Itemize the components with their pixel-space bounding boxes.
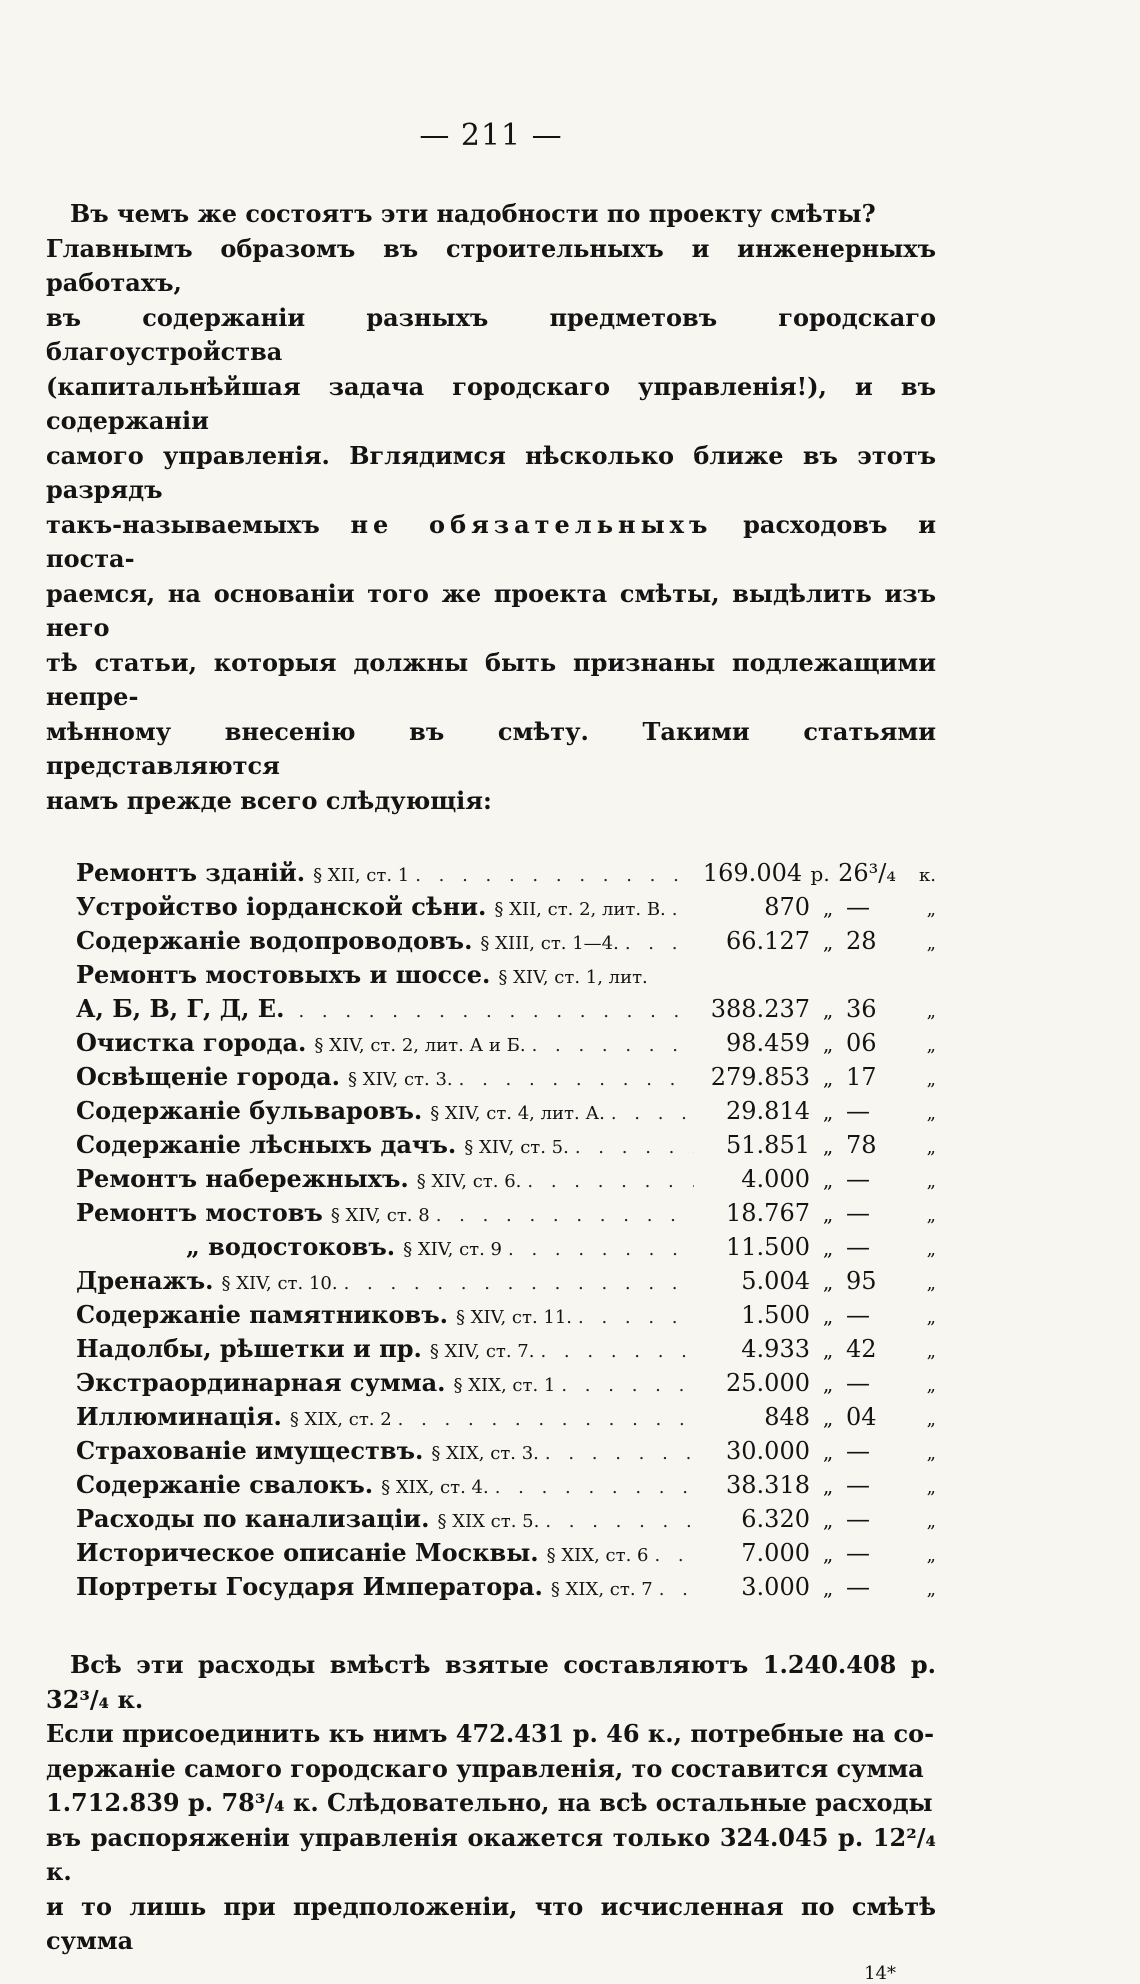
text-line: Главнымъ образомъ въ строительныхъ и инженерныхъ работахъ, — [46, 233, 936, 297]
ledger-item-label: Страхованіе имуществъ. — [76, 1436, 424, 1465]
ledger-amount-kopecks: 26³/₄ — [838, 859, 896, 887]
text-line: тѣ статьи, которыя должны быть признаны подлежащими непре- — [46, 647, 936, 711]
ledger-row — [76, 1470, 936, 1504]
ledger-amount-rubles: 25.000 — [726, 1369, 810, 1397]
page-number: — 211 — — [419, 118, 563, 153]
ledger-currency-mark: „ — [822, 1406, 834, 1430]
text-line: раемся, на основаніи того же проекта смѣты, выдѣлить изъ него — [46, 578, 936, 642]
ledger-amount-rubles: 7.000 — [741, 1539, 810, 1567]
ledger-amount-kopecks: — — [846, 1165, 870, 1193]
ledger-amount-rubles: 18.767 — [726, 1199, 810, 1227]
ledger-currency-mark: „ — [822, 1440, 834, 1464]
ledger-currency-mark: „ — [822, 930, 834, 954]
ledger-row — [76, 994, 936, 1028]
ledger-amount-rubles: 388.237 — [710, 995, 810, 1023]
ledger-row — [76, 1436, 936, 1470]
ledger-amount-kopecks: 36 — [846, 995, 877, 1023]
dot-leader — [654, 1545, 694, 1566]
ledger-currency-mark: „ — [822, 1338, 834, 1362]
ledger-item-label: Иллюминація. — [76, 1402, 282, 1431]
dot-leader — [459, 1069, 694, 1090]
ledger-item-reference: § XIX, ст. 1 — [453, 1375, 556, 1396]
ledger-item-label: А, Б, В, Г, Д, Е. — [76, 994, 285, 1023]
ledger-amount-rubles: 3.000 — [741, 1573, 810, 1601]
ledger-row — [76, 1402, 936, 1436]
ledger-row — [76, 1300, 936, 1334]
ledger-item-reference: § XIV, ст. 4, лит. А. — [430, 1103, 605, 1124]
ledger-item-reference: § XIX, ст. 2 — [289, 1409, 392, 1430]
ledger-currency-mark: „ — [822, 1032, 834, 1056]
ledger-currency-mark: „ — [822, 896, 834, 920]
ledger-amount-rubles: 29.814 — [726, 1097, 810, 1125]
ledger-currency-mark: „ — [822, 1372, 834, 1396]
ledger-amount-rubles: 30.000 — [726, 1437, 810, 1465]
text-line: мѣнному внесенію въ смѣту. Такими статьями представляются — [46, 716, 936, 780]
dot-leader — [508, 1239, 694, 1260]
ledger-row — [76, 1232, 936, 1266]
text-line: въ распоряженіи управленія окажется только 324.045 р. 12²/₄ к. — [46, 1822, 936, 1886]
ledger-item-reference: § XIV, ст. 3. — [348, 1069, 453, 1090]
ledger-kopeck-mark: „ — [926, 1375, 936, 1396]
ledger-currency-mark: „ — [822, 1576, 834, 1600]
text-fragment: расходовъ и поста- — [46, 509, 936, 573]
dot-leader — [575, 1137, 694, 1158]
intro-paragraph — [46, 197, 936, 818]
ledger-item-reference: § XIII, ст. 1—4. — [480, 933, 619, 954]
dot-leader — [672, 899, 694, 920]
ledger-kopeck-mark: „ — [926, 1137, 936, 1158]
dot-leader — [495, 1477, 694, 1498]
ledger-item-reference: § XIV, ст. 11. — [455, 1307, 573, 1328]
ledger-item-reference: § XIX, ст. 7 — [550, 1579, 653, 1600]
ledger-kopeck-mark: „ — [926, 899, 936, 920]
ledger-row — [76, 926, 936, 960]
ledger-item-label: Содержаніе памятниковъ. — [76, 1300, 448, 1329]
text-line: намъ прежде всего слѣдующія: — [46, 785, 492, 815]
ledger-item-reference: § XII, ст. 2, лит. В. — [494, 899, 666, 920]
signature-mark: 14* — [864, 1962, 896, 1984]
text-line: и то лишь при предположеніи, что исчисленная по смѣтѣ сумма — [46, 1891, 936, 1955]
ledger-amount-rubles: 6.320 — [741, 1505, 810, 1533]
ledger-row — [76, 1266, 936, 1300]
ledger-amount-kopecks: — — [846, 1199, 870, 1227]
ledger-kopeck-mark: к. — [919, 865, 936, 886]
ledger-amount-kopecks: 95 — [846, 1267, 877, 1295]
ledger-currency-mark: р. — [810, 862, 830, 886]
ledger-kopeck-mark: „ — [926, 1579, 936, 1600]
ledger-row — [76, 1198, 936, 1232]
ledger-amount-rubles: 169.004 — [702, 859, 803, 887]
ledger-amount-kopecks: — — [846, 1233, 870, 1261]
ledger-kopeck-mark: „ — [926, 1001, 936, 1022]
ledger-amount-rubles: 848 — [764, 1403, 810, 1431]
ledger-currency-mark: „ — [822, 1474, 834, 1498]
dot-leader — [578, 1307, 694, 1328]
ledger-item-label: Ремонтъ набережныхъ. — [76, 1164, 409, 1193]
ledger-row — [76, 960, 936, 994]
ledger-row — [76, 1572, 936, 1606]
ledger-amount-kopecks: 42 — [846, 1335, 877, 1363]
ledger-item-reference: § XIV, ст. 7. — [429, 1341, 535, 1362]
text-line: Если присоединить къ нимъ 472.431 р. 46 к., потребные на со- — [46, 1719, 935, 1748]
ledger-amount-kopecks: 78 — [846, 1131, 877, 1159]
ledger-item-reference: § XIV, ст. 8 — [330, 1205, 430, 1226]
ledger-amount-rubles: 5.004 — [741, 1267, 810, 1295]
dot-leader — [540, 1341, 694, 1362]
ledger-kopeck-mark: „ — [926, 1341, 936, 1362]
ledger-item-label: Содержаніе бульваровъ. — [76, 1096, 423, 1125]
ledger-currency-mark: „ — [822, 1304, 834, 1328]
ledger-amount-rubles: 51.851 — [726, 1131, 810, 1159]
ledger-amount-kopecks: — — [846, 1301, 870, 1329]
dot-leader — [625, 933, 694, 954]
ledger-currency-mark: „ — [822, 998, 834, 1022]
ledger-kopeck-mark: „ — [926, 1511, 936, 1532]
dot-leader — [545, 1511, 694, 1532]
ledger-item-reference: § XIV, ст. 5. — [464, 1137, 569, 1158]
document-page — [46, 118, 936, 1984]
text-line: въ содержаніи разныхъ предметовъ городскаго благоустройства — [46, 302, 936, 366]
expense-ledger — [76, 858, 936, 1606]
ledger-item-label: Содержаніе лѣсныхъ дачъ. — [76, 1130, 457, 1159]
ledger-row — [76, 1504, 936, 1538]
ledger-currency-mark: „ — [822, 1100, 834, 1124]
ledger-amount-kopecks: — — [846, 893, 870, 921]
ledger-kopeck-mark: „ — [926, 1307, 936, 1328]
summary-paragraph — [46, 1648, 936, 1959]
ledger-item-label: Ремонтъ мостовъ — [76, 1198, 323, 1227]
ledger-currency-mark: „ — [822, 1542, 834, 1566]
ledger-amount-rubles: 279.853 — [710, 1063, 810, 1091]
ledger-amount-rubles: 98.459 — [726, 1029, 810, 1057]
ledger-amount-kopecks: — — [846, 1573, 870, 1601]
dot-leader — [527, 1171, 694, 1192]
ledger-amount-kopecks: 06 — [846, 1029, 877, 1057]
ledger-item-reference: § XIV, ст. 9 — [403, 1239, 503, 1260]
ledger-kopeck-mark: „ — [926, 1205, 936, 1226]
ledger-row — [76, 1130, 936, 1164]
ledger-amount-kopecks: — — [846, 1505, 870, 1533]
emphasized-phrase: не обязательныхъ — [350, 509, 713, 539]
text-line — [46, 508, 936, 577]
ledger-amount-kopecks: 28 — [846, 927, 877, 955]
ledger-row — [76, 1062, 936, 1096]
ledger-item-label: Ремонтъ зданій. — [76, 858, 306, 887]
ledger-item-label: Экстраординарная сумма. — [76, 1368, 446, 1397]
dot-leader — [545, 1443, 694, 1464]
text-line: самого управленія. Вглядимся нѣсколько ближе въ этотъ разрядъ — [46, 440, 936, 504]
ledger-currency-mark: „ — [822, 1168, 834, 1192]
ledger-item-reference: § XIV, ст. 6. — [416, 1171, 522, 1192]
ledger-item-reference: § XIV, ст. 1, лит. — [498, 967, 648, 988]
text-line: держаніе самого городскаго управленія, то составится сумма — [46, 1753, 924, 1783]
ledger-item-reference: § XIX, ст. 6 — [546, 1545, 649, 1566]
ledger-amount-rubles: 4.000 — [741, 1165, 810, 1193]
text-line: 1.712.839 р. 78³/₄ к. Слѣдовательно, на всѣ остальные расходы — [46, 1788, 933, 1817]
ledger-row — [76, 892, 936, 926]
text-line: Въ чемъ же состоятъ эти надобности по проекту смѣты? — [70, 199, 876, 228]
ledger-row — [76, 858, 936, 892]
ledger-currency-mark: „ — [822, 1270, 834, 1294]
text-line: (капитальнѣйшая задача городскаго управленія!), и въ содержаніи — [46, 371, 936, 435]
ledger-item-label: Содержаніе водопроводовъ. — [76, 926, 473, 955]
ledger-amount-kopecks: — — [846, 1471, 870, 1499]
ledger-amount-kopecks: 17 — [846, 1063, 877, 1091]
ledger-amount-rubles: 38.318 — [726, 1471, 810, 1499]
text-fragment: такъ-называемыхъ — [46, 509, 320, 539]
ledger-row — [76, 1164, 936, 1198]
ledger-kopeck-mark: „ — [926, 1409, 936, 1430]
ledger-amount-kopecks: — — [846, 1097, 870, 1125]
ledger-kopeck-mark: „ — [926, 1239, 936, 1260]
ledger-currency-mark: „ — [822, 1066, 834, 1090]
ledger-item-reference: § XIV, ст. 2, лит. А и Б. — [314, 1035, 526, 1056]
ledger-kopeck-mark: „ — [926, 1069, 936, 1090]
dot-leader — [298, 1001, 694, 1022]
ledger-item-label: Надолбы, рѣшетки и пр. — [76, 1334, 422, 1363]
ledger-amount-rubles: 11.500 — [726, 1233, 810, 1261]
text-line: Всѣ эти расходы вмѣстѣ взятые составляютъ 1.240.408 р. 32³/₄ к. — [46, 1650, 936, 1714]
ledger-kopeck-mark: „ — [926, 1103, 936, 1124]
ledger-kopeck-mark: „ — [926, 1171, 936, 1192]
ledger-item-label: Историческое описаніе Москвы. — [76, 1538, 539, 1567]
ledger-amount-rubles: 66.127 — [726, 927, 810, 955]
ledger-item-reference: § XIX, ст. 4. — [381, 1477, 489, 1498]
ledger-item-label: Дренажъ. — [76, 1266, 214, 1295]
ledger-kopeck-mark: „ — [926, 1477, 936, 1498]
ledger-kopeck-mark: „ — [926, 1545, 936, 1566]
ledger-item-label: Очистка города. — [76, 1028, 307, 1057]
ledger-kopeck-mark: „ — [926, 933, 936, 954]
ledger-currency-mark: „ — [822, 1202, 834, 1226]
ledger-item-label: Устройство іорданской сѣни. — [76, 892, 487, 921]
ledger-row — [76, 1096, 936, 1130]
ledger-currency-mark: „ — [822, 1236, 834, 1260]
ledger-kopeck-mark: „ — [926, 1273, 936, 1294]
ledger-currency-mark: „ — [822, 1134, 834, 1158]
ledger-item-label: Освѣщеніе города. — [76, 1062, 341, 1091]
ledger-item-reference: § XII, ст. 1 — [313, 865, 410, 886]
dot-leader — [611, 1103, 694, 1124]
ledger-amount-kopecks: 04 — [846, 1403, 877, 1431]
ledger-currency-mark: „ — [822, 1508, 834, 1532]
dot-leader — [436, 1205, 694, 1226]
ledger-item-label: Расходы по канализаціи. — [76, 1504, 430, 1533]
ledger-amount-kopecks: — — [846, 1539, 870, 1567]
ledger-item-reference: § XIX ст. 5. — [437, 1511, 540, 1532]
ledger-amount-rubles: 1.500 — [741, 1301, 810, 1329]
ledger-item-reference: § XIV, ст. 10. — [221, 1273, 338, 1294]
ledger-amount-kopecks: — — [846, 1369, 870, 1397]
dot-leader — [344, 1273, 694, 1294]
ledger-item-label: Содержаніе свалокъ. — [76, 1470, 374, 1499]
ledger-row — [76, 1334, 936, 1368]
ledger-amount-rubles: 870 — [764, 893, 810, 921]
ledger-amount-kopecks: — — [846, 1437, 870, 1465]
ledger-item-label: „ водостоковъ. — [186, 1232, 396, 1261]
ledger-row — [76, 1028, 936, 1062]
dot-leader — [659, 1579, 694, 1600]
ledger-row — [76, 1538, 936, 1572]
ledger-kopeck-mark: „ — [926, 1035, 936, 1056]
dot-leader — [398, 1409, 694, 1430]
dot-leader — [415, 865, 686, 886]
ledger-kopeck-mark: „ — [926, 1443, 936, 1464]
ledger-item-label: Ремонтъ мостовыхъ и шоссе. — [76, 960, 491, 989]
ledger-amount-rubles: 4.933 — [741, 1335, 810, 1363]
dot-leader — [532, 1035, 694, 1056]
ledger-item-label: Портреты Государя Императора. — [76, 1572, 543, 1601]
ledger-item-reference: § XIX, ст. 3. — [431, 1443, 539, 1464]
dot-leader — [561, 1375, 694, 1396]
ledger-row — [76, 1368, 936, 1402]
